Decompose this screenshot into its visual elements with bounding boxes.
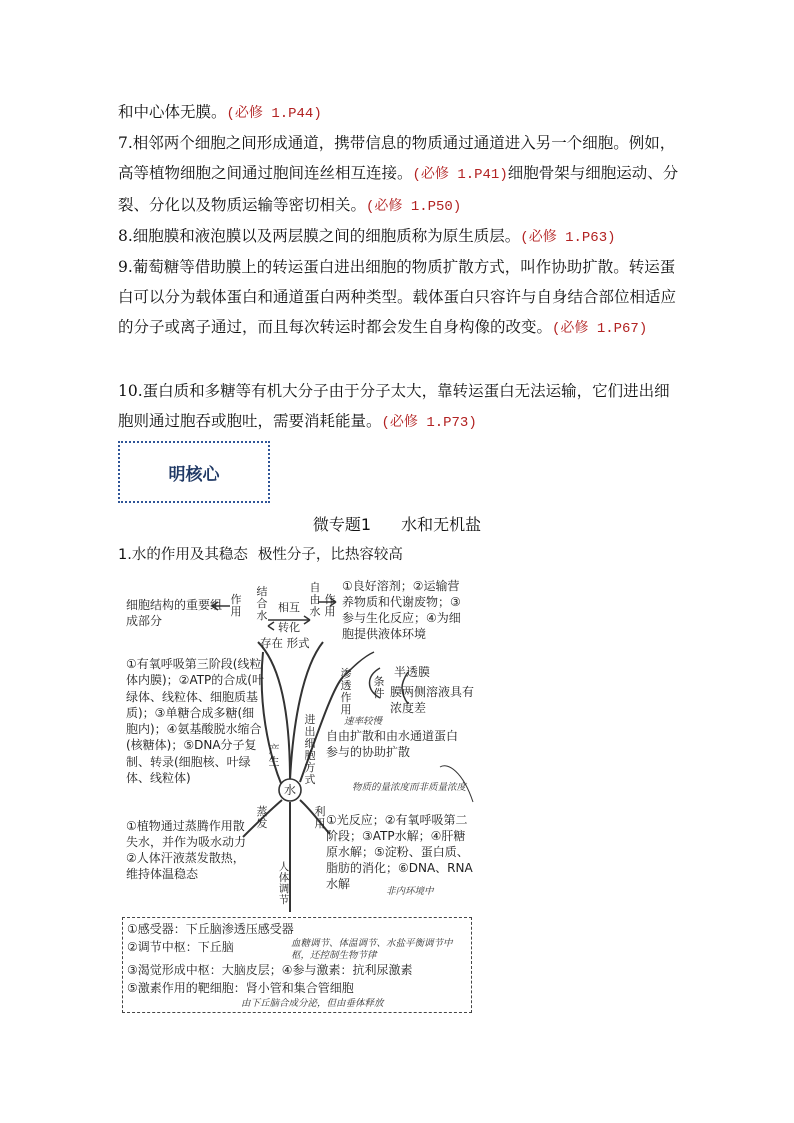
handwritten-concentration-note: 物质的量浓度而非质量浓度: [352, 782, 467, 793]
condition-label: 条件: [373, 675, 385, 700]
convert-label: 转化: [278, 621, 300, 634]
textbook-reference: (必修 1.P63): [520, 230, 616, 246]
concentration-difference: 膜两侧溶液具有浓度差: [390, 685, 475, 715]
handwritten-hormone-note: 由下丘脑合成分泌，但由垂体释放: [241, 998, 384, 1009]
bound-water-label: 结合水: [256, 585, 268, 622]
thirst-center: ③渴觉形成中枢：大脑皮层；④参与激素：抗利尿激素: [127, 963, 413, 977]
free-water-label: 自由水: [309, 581, 321, 618]
regulation-box: [122, 917, 472, 1013]
regulation-center: ②调节中枢：下丘脑: [127, 940, 234, 954]
subheading-note: 极性分子，比热容较高: [257, 547, 403, 563]
textbook-reference-2: (必修 1.P50): [366, 199, 462, 215]
water-utilization-list: ①光反应；②有氧呼吸第二阶段；③ATP水解；④肝糖原水解；⑤淀粉、蛋白质、脂肪的消化；⑥DNA、RNA水解: [326, 813, 473, 891]
evaporation-label: 蒸发: [256, 805, 268, 830]
banner-title: 明核心: [168, 464, 220, 485]
subheading-title: 1.水的作用及其稳态: [118, 547, 248, 563]
handwritten-center-note: 血糖调节、体温调节、水盐平衡调节中枢，还控制生物节律: [291, 938, 453, 961]
paragraph-8: [118, 221, 680, 253]
handwritten-environment-note: 非内环境中: [386, 886, 434, 897]
existence-form-label: 存在 形式: [260, 636, 310, 650]
water-production-list: ①有氧呼吸第三阶段(线粒体内膜)；②ATP的合成(叶绿体、线粒体、细胞质基质)；③单糖合成多糖(细胞内)；④氨基酸脱水缩合(核糖体)；⑤DNA分子复制、转录(细胞核、叶绿体、线粒体): [126, 657, 264, 786]
subheading: [118, 543, 403, 564]
textbook-reference: (必修 1.P67): [552, 321, 648, 337]
target-cells: ⑤激素作用的靶细胞：肾小管和集合管细胞: [127, 981, 354, 995]
semipermeable-membrane: 半透膜: [394, 665, 431, 679]
utilization-label: 利用: [314, 805, 326, 830]
textbook-reference: (必修 1.P44): [226, 106, 322, 122]
paragraph-text: 7.相邻两个细胞之间形成通道，携带信息的物质通过通道进入另一个细胞。例如，高等植物细胞之间通过胞间连丝相互连接。: [118, 134, 676, 182]
paragraph-continuation: [118, 97, 680, 129]
paragraph-9: [118, 252, 680, 344]
mutual-label: 相互: [278, 601, 300, 614]
topic-number: 微专题1: [312, 515, 372, 534]
textbook-reference: (必修 1.P41): [412, 167, 508, 183]
evaporation-effects: ①植物通过蒸腾作用散失水，并作为吸水动力 ②人体汗液蒸发散热，维持体温稳态: [126, 819, 247, 881]
free-water-role-label: 作用: [324, 593, 336, 618]
paragraph-text-2: 细胞骨架与细胞运动、分裂、分化以及物质运输等密切相关。: [118, 164, 679, 214]
topic-title: [0, 512, 794, 535]
free-water-functions: ①良好溶剂；②运输营养物质和代谢废物；③参与生化反应；④为细胞提供液体环境: [342, 579, 461, 641]
regulation-receptor: ①感受器：下丘脑渗透压感受器: [127, 922, 294, 936]
paragraph-text: 9.葡萄糖等借助膜上的转运蛋白进出细胞的物质扩散方式，叫作协助扩散。转运蛋白可以分为载体蛋白和通道蛋白两种类型。载体蛋白只容许与自身结合部位相适应的分子或离子通过，而且每次转运时都会发生自身构像的改变。: [118, 258, 677, 336]
production-label: 产生: [268, 743, 280, 768]
transport-modes: 自由扩散和由水通道蛋白参与的协助扩散: [326, 729, 459, 759]
handwritten-rate-note: 速率较慢: [344, 716, 383, 727]
transport-mode-label: 进出细胞方式: [304, 713, 316, 786]
textbook-reference: (必修 1.P73): [381, 415, 477, 431]
water-concept-diagram: [118, 572, 478, 1009]
body-regulation-label: 人体调节: [278, 861, 290, 906]
section-banner: [118, 441, 270, 503]
paragraph-7: [118, 128, 680, 222]
bound-water-role-label: 作用: [230, 593, 242, 618]
topic-name: 水和无机盐: [401, 515, 482, 534]
paragraph-text: 10.蛋白质和多糖等有机大分子由于分子太大，靠转运蛋白无法运输，它们进出细胞则通过胞吞或胞吐，需要消耗能量。: [118, 382, 670, 430]
structure-role-text: 细胞结构的重要组成部分: [126, 598, 223, 628]
water-center-node: 水: [283, 783, 296, 797]
osmosis-label: 渗透作用: [340, 667, 352, 716]
paragraph-10: [118, 376, 680, 438]
paragraph-text: 和中心体无膜。: [118, 103, 227, 121]
paragraph-text: 8.细胞膜和液泡膜以及两层膜之间的细胞质称为原生质层。: [118, 227, 521, 245]
